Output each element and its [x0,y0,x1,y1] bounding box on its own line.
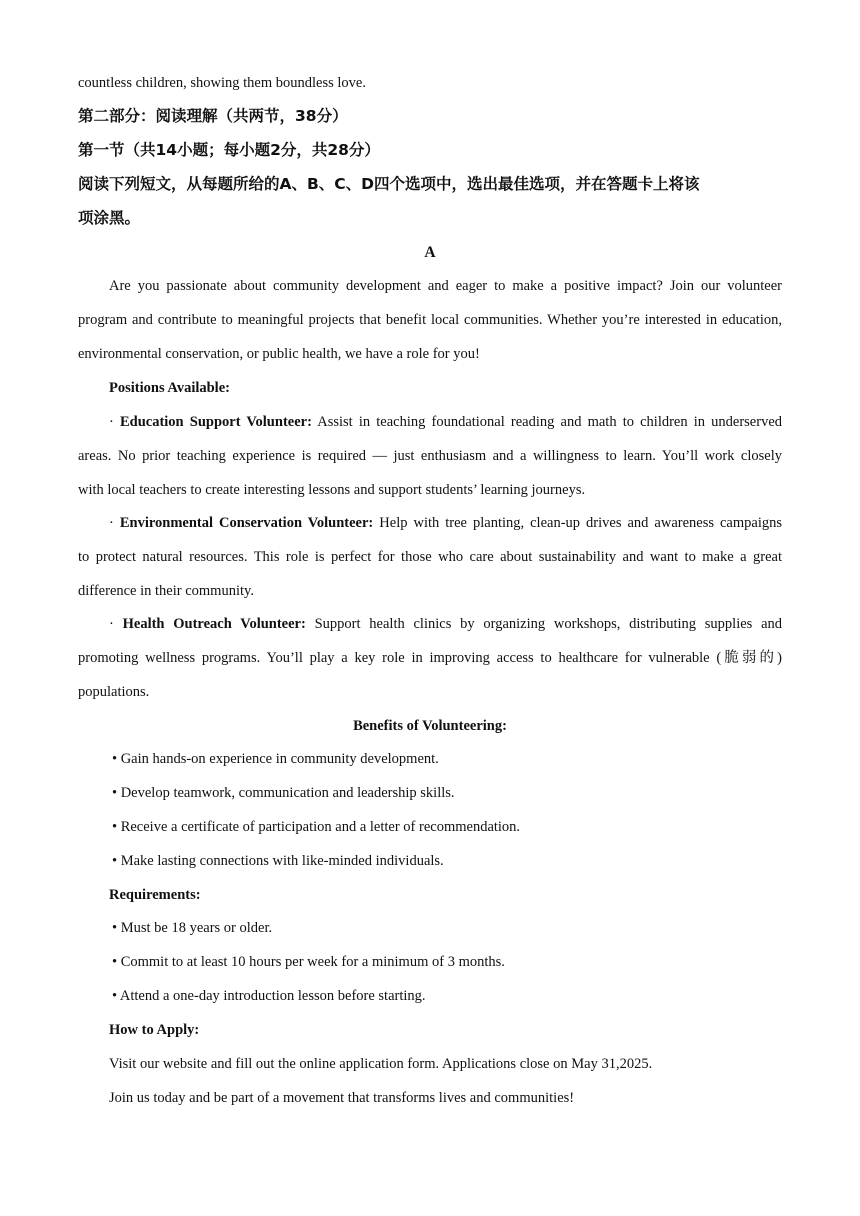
position-education-line-3: with local teachers to create interesting lessons and support students’ learning journeys. [78,482,586,498]
requirements-heading: Requirements: [109,887,201,903]
closing-line: Join us today and be part of a movement that transforms lives and communities! [109,1090,575,1106]
positions-heading: Positions Available: [109,380,230,396]
position-health-title: Health Outreach Volunteer: [122,616,306,632]
section-heading: 第二部分：阅读理解（共两节，38分） [78,107,348,125]
position-health-line-1: · Health Outreach Volunteer: Support health clinics by organizing workshops, distributing supplies and [109,616,783,632]
benefit-item: • Gain hands-on experience in community development. [112,751,439,767]
position-education-title: Education Support Volunteer: [119,414,312,430]
benefit-item: • Receive a certificate of participation and a letter of recommendation. [112,819,521,835]
position-environment-title: Environmental Conservation Volunteer: [119,515,374,531]
requirement-item: • Attend a one-day introduction lesson before starting. [112,988,426,1004]
requirement-item: • Must be 18 years or older. [112,920,273,936]
position-education-line-2: areas. No prior teaching experience is required — just enthusiasm and a willingness to learn. You’ll work closely [78,448,782,464]
benefits-heading: Benefits of Volunteering: [353,718,507,734]
instructions-line-2: 项涂黑。 [78,209,141,227]
intro-line-2: program and contribute to meaningful projects that benefit local communities. Whether you’re interested in education, [78,312,782,328]
position-environment-line-2: to protect natural resources. This role is perfect for those who care about sustainability and want to make a great [78,549,782,565]
passage-letter: A [424,244,436,261]
apply-heading: How to Apply: [109,1022,200,1038]
apply-text: Visit our website and fill out the online application form. Applications close on May 31,2025. [109,1056,653,1072]
instructions-line-1: 阅读下列短文，从每题所给的A、B、C、D四个选项中，选出最佳选项，并在答题卡上将该 [78,175,700,193]
position-education-line-1: · Education Support Volunteer: Assist in teaching foundational reading and math to children in underserved [109,414,782,430]
position-environment-line-1: · Environmental Conservation Volunteer: Help with tree planting, clean-up drives and awareness campaigns [109,515,783,531]
subsection-heading: 第一节（共14小题；每小题2分，共28分） [78,141,380,159]
requirement-item: • Commit to at least 10 hours per week for a minimum of 3 months. [112,954,505,970]
benefit-item: • Make lasting connections with like-minded individuals. [112,853,444,869]
intro-line-1: Are you passionate about community development and eager to make a positive impact? Join our volunteer [109,278,782,294]
previous-passage-fragment: countless children, showing them boundless love. [78,75,366,91]
intro-line-3: environmental conservation, or public health, we have a role for you! [78,346,480,362]
position-health-line-2: promoting wellness programs. You’ll play a key role in improving access to healthcare for vulnerable (脆弱的) [78,650,782,666]
benefit-item: • Develop teamwork, communication and leadership skills. [112,785,455,801]
position-environment-line-3: difference in their community. [78,583,254,599]
position-health-line-3: populations. [78,684,150,700]
